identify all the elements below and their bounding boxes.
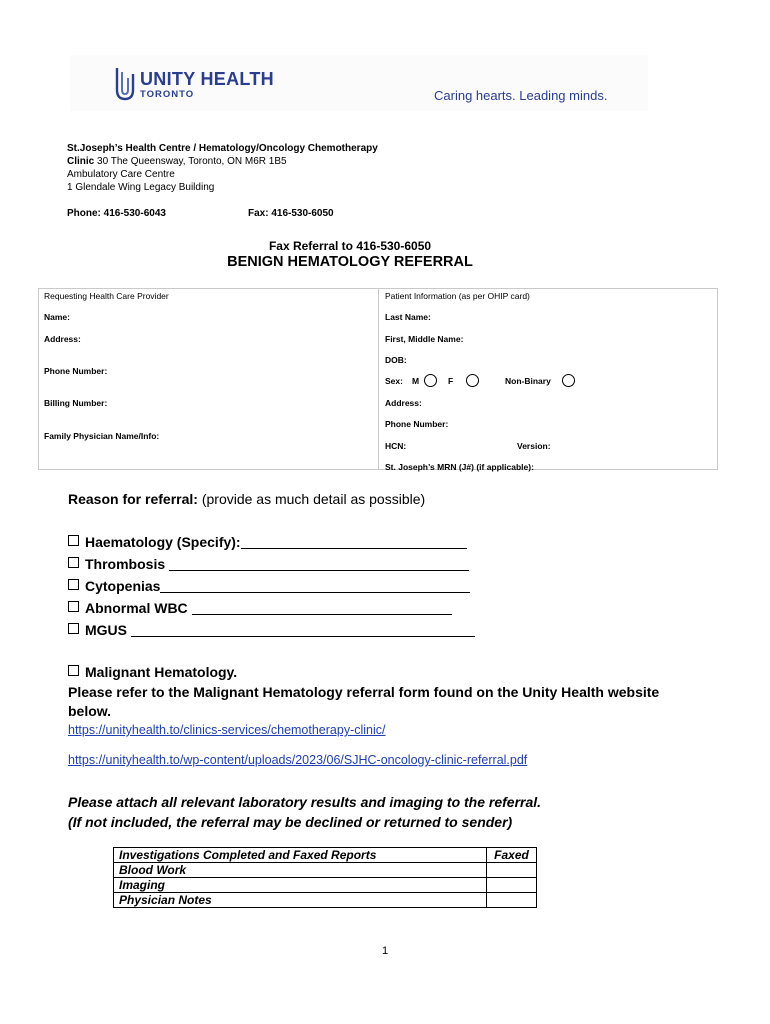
- logo-subtitle: TORONTO: [140, 89, 195, 100]
- checkbox-icon[interactable]: [68, 535, 79, 546]
- provider-name-field[interactable]: Name:: [44, 312, 70, 322]
- table-row: [114, 878, 537, 893]
- patient-address-field[interactable]: Address:: [385, 398, 422, 408]
- patient-hcn-field[interactable]: HCN:: [385, 441, 407, 451]
- patient-heading: Patient Information (as per OHIP card): [385, 291, 530, 301]
- checkbox-icon[interactable]: [68, 579, 79, 590]
- malignant-label: Malignant Hematology.: [85, 664, 238, 680]
- option-cytopenias-label: Cytopenias: [85, 578, 161, 594]
- chemotherapy-clinic-link[interactable]: https://unityhealth.to/clinics-services/chemotherapy-clinic/: [68, 723, 386, 737]
- reason-lead: Reason for referral:: [68, 491, 198, 507]
- answer-line[interactable]: [169, 558, 469, 571]
- option-mgus[interactable]: [68, 622, 475, 638]
- answer-line[interactable]: [160, 580, 470, 593]
- provider-heading: Requesting Health Care Provider: [44, 291, 169, 301]
- sex-f-label: F: [448, 376, 454, 386]
- clinic-building-line: 1 Glendale Wing Legacy Building: [67, 182, 215, 193]
- sex-m-label: M: [412, 376, 420, 386]
- patient-last-name-field[interactable]: Last Name:: [385, 312, 431, 322]
- unity-health-logo-icon: [114, 66, 136, 102]
- sex-m-radio[interactable]: [424, 374, 437, 387]
- logo-name: UNITY HEALTH: [140, 69, 274, 89]
- clinic-fax: Fax: 416-530-6050: [248, 208, 334, 219]
- clinic-street-address: 30 The Queensway, Toronto, ON M6R 1B5: [97, 156, 287, 167]
- patient-phone-field[interactable]: Phone Number:: [385, 419, 449, 429]
- option-thrombosis[interactable]: [68, 556, 469, 572]
- reason-hint: (provide as much detail as possible): [197, 491, 426, 507]
- faxed-cell-imaging[interactable]: [487, 878, 537, 893]
- attach-notice: Please attach all relevant laboratory results and imaging to the referral.: [68, 794, 542, 810]
- clinic-name-line2: Clinic: [67, 156, 95, 167]
- oncology-referral-pdf-link[interactable]: https://unityhealth.to/wp-content/uploads/2023/06/SJHC-oncology-clinic-referral.pdf: [68, 753, 528, 767]
- faxed-header: Faxed: [487, 848, 537, 863]
- patient-mrn-field[interactable]: St. Joseph’s MRN (J#) (if applicable):: [385, 462, 534, 472]
- option-haematology[interactable]: [68, 534, 467, 550]
- clinic-address-line: [67, 155, 287, 168]
- provider-phone-field[interactable]: Phone Number:: [44, 366, 108, 376]
- checkbox-icon[interactable]: [68, 557, 79, 568]
- attach-warning: (If not included, the referral may be declined or returned to sender): [68, 814, 513, 830]
- investigation-imaging: Imaging: [114, 878, 487, 893]
- checkbox-icon[interactable]: [68, 601, 79, 612]
- clinic-phone: Phone: 416-530-6043: [67, 208, 166, 219]
- patient-dob-field[interactable]: DOB:: [385, 355, 407, 365]
- table-header-row: [114, 848, 537, 863]
- provider-billing-field[interactable]: Billing Number:: [44, 398, 108, 408]
- clinic-ambulatory-line: Ambulatory Care Centre: [67, 169, 175, 180]
- option-mgus-label: MGUS: [85, 622, 131, 638]
- answer-line[interactable]: [131, 624, 475, 637]
- faxed-cell-physician-notes[interactable]: [487, 893, 537, 908]
- answer-line[interactable]: [241, 536, 467, 549]
- malignant-note: Please refer to the Malignant Hematology referral form found on the Unity Health website below.: [68, 684, 660, 719]
- faxed-cell-blood-work[interactable]: [487, 863, 537, 878]
- table-row: [114, 863, 537, 878]
- investigations-header: Investigations Completed and Faxed Reports: [114, 848, 487, 863]
- option-abnormal-wbc-label: Abnormal WBC: [85, 600, 192, 616]
- investigation-physician-notes: Physician Notes: [114, 893, 487, 908]
- info-box-divider: [378, 288, 379, 470]
- fax-referral-heading: Fax Referral to 416-530-6050: [268, 239, 432, 253]
- checkbox-icon[interactable]: [68, 623, 79, 634]
- sex-f-radio[interactable]: [466, 374, 479, 387]
- family-physician-field[interactable]: Family Physician Name/Info:: [44, 431, 160, 441]
- table-row: [114, 893, 537, 908]
- option-thrombosis-label: Thrombosis: [85, 556, 170, 572]
- sex-nonbinary-label: Non-Binary: [505, 376, 551, 386]
- patient-sex-label: Sex:: [385, 376, 403, 386]
- provider-address-field[interactable]: Address:: [44, 334, 81, 344]
- investigations-table: [113, 847, 537, 908]
- tagline: Caring hearts. Leading minds.: [434, 88, 608, 103]
- page-number: 1: [381, 945, 389, 957]
- answer-line[interactable]: [192, 602, 452, 615]
- patient-version-field[interactable]: Version:: [517, 441, 551, 451]
- clinic-name-line1: St.Joseph’s Health Centre / Hematology/Oncology Chemotherapy: [67, 143, 378, 154]
- option-haematology-label: Haematology (Specify):: [85, 534, 241, 550]
- reason-for-referral: [68, 491, 425, 507]
- option-malignant-hematology[interactable]: [68, 664, 237, 680]
- option-cytopenias[interactable]: [68, 578, 470, 594]
- patient-first-name-field[interactable]: First, Middle Name:: [385, 334, 464, 344]
- option-abnormal-wbc[interactable]: [68, 600, 452, 616]
- investigation-blood-work: Blood Work: [114, 863, 487, 878]
- sex-nonbinary-radio[interactable]: [562, 374, 575, 387]
- form-title: BENIGN HEMATOLOGY REFERRAL: [227, 254, 473, 270]
- checkbox-icon[interactable]: [68, 665, 79, 676]
